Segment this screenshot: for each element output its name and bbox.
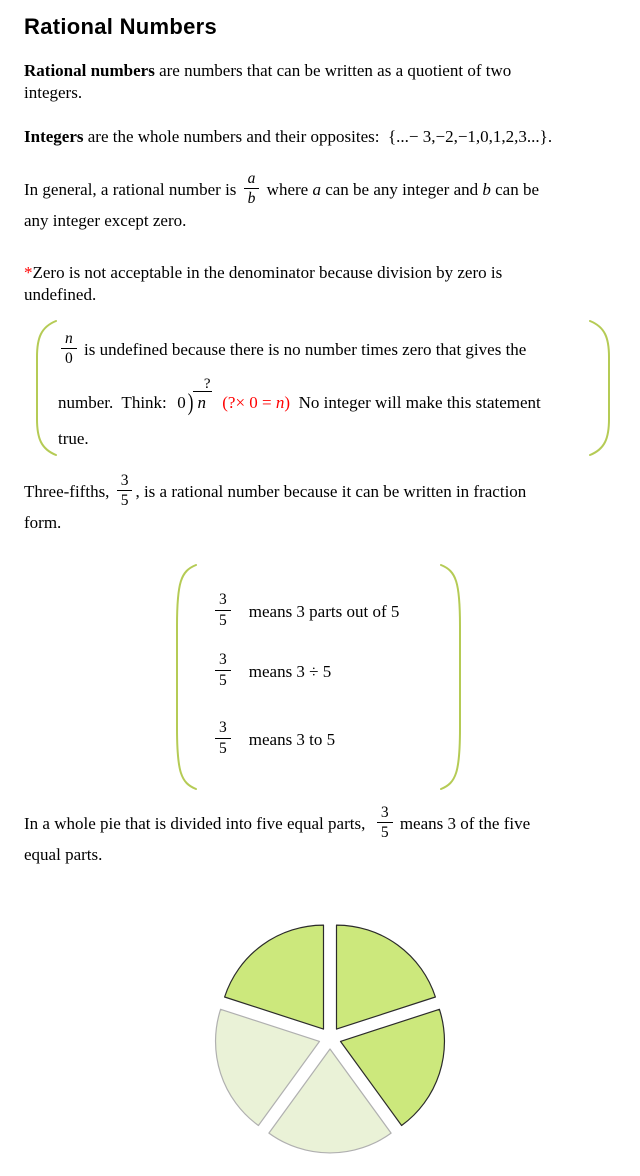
bracket-right-icon bbox=[585, 318, 615, 458]
text-line: true. bbox=[58, 429, 89, 448]
pie-slice bbox=[225, 925, 324, 1029]
text-line bbox=[24, 60, 624, 82]
text-segment: number. Think: bbox=[58, 393, 176, 412]
text-segment: Three-fifths, bbox=[24, 481, 114, 501]
meaning-text: means 3 ÷ 5 bbox=[248, 662, 332, 681]
text-segment: is undefined because there is no number times zero that gives the bbox=[79, 339, 527, 359]
fraction-denominator: 5 bbox=[120, 492, 129, 510]
paragraph-integers-definition bbox=[24, 126, 624, 148]
text-segment: can be bbox=[490, 179, 540, 199]
text-segment: means 3 of the five bbox=[395, 813, 531, 833]
fraction-a-over-b bbox=[244, 170, 260, 208]
bracket-right-icon bbox=[436, 562, 470, 792]
fraction-3-over-5 bbox=[377, 804, 393, 842]
pie-slice bbox=[337, 925, 436, 1029]
fraction-numerator: 3 bbox=[215, 651, 231, 670]
paragraph-rational-definition bbox=[24, 60, 624, 104]
meaning-text: means 3 parts out of 5 bbox=[248, 602, 400, 621]
text-segment: are the whole numbers and their opposites: bbox=[83, 127, 388, 146]
meaning-row bbox=[212, 590, 399, 634]
text-segment: can be any integer and bbox=[320, 179, 483, 199]
bracket-left-icon bbox=[170, 562, 204, 792]
red-equation bbox=[222, 393, 290, 412]
meaning-text: means 3 to 5 bbox=[248, 730, 336, 749]
fraction-denominator: 5 bbox=[380, 824, 389, 842]
fraction-denominator: 5 bbox=[219, 739, 227, 757]
text-line: integers. bbox=[24, 83, 83, 102]
red-asterisk: * bbox=[24, 263, 33, 282]
fraction-denominator: 5 bbox=[219, 671, 227, 689]
text-segment: (?× 0 = bbox=[222, 393, 276, 412]
division-row bbox=[177, 388, 214, 416]
text-line bbox=[24, 172, 624, 210]
long-division bbox=[177, 376, 214, 416]
fraction-n-over-0 bbox=[61, 330, 77, 368]
pie-chart bbox=[0, 910, 640, 1166]
text-line: any integer except zero. bbox=[24, 210, 187, 230]
term-rational-numbers: Rational numbers bbox=[24, 61, 155, 80]
fraction-3-over-5 bbox=[215, 591, 231, 629]
division-quotient: ? bbox=[203, 376, 211, 392]
callout-undefined-division bbox=[30, 318, 615, 458]
text-segment: In a whole pie that is divided into five equal parts, bbox=[24, 813, 374, 833]
text-line bbox=[58, 332, 526, 370]
paragraph-zero-note bbox=[24, 262, 624, 306]
variable-b: b bbox=[482, 179, 491, 199]
text-segment: . bbox=[547, 127, 553, 146]
paragraph-three-fifths bbox=[24, 474, 624, 534]
text-segment: ) bbox=[284, 393, 291, 412]
callout-fraction-meanings bbox=[170, 562, 470, 792]
fraction-denominator: 5 bbox=[219, 611, 227, 629]
variable-n: n bbox=[275, 393, 285, 412]
page-title: Rational Numbers bbox=[24, 14, 218, 39]
fraction-numerator: 3 bbox=[215, 719, 231, 738]
division-divisor: 0 bbox=[177, 393, 186, 412]
variable-a: a bbox=[312, 179, 321, 199]
bracket-left-icon bbox=[30, 318, 60, 458]
text-line: undefined. bbox=[24, 285, 97, 304]
fraction-numerator: a bbox=[244, 170, 260, 189]
text-segment: No integer will make this statement bbox=[290, 393, 541, 412]
text-line bbox=[58, 378, 541, 414]
text-segment: , is a rational number because it can be written in fraction bbox=[135, 481, 527, 501]
fraction-numerator: 3 bbox=[377, 804, 393, 823]
term-integers: Integers bbox=[24, 127, 84, 146]
fraction-denominator: 0 bbox=[65, 350, 73, 368]
text-segment: Zero is not acceptable in the denominator because division by zero is bbox=[32, 263, 503, 282]
fraction-3-over-5 bbox=[215, 719, 231, 757]
text-segment: In general, a rational number is bbox=[24, 179, 241, 199]
fraction-denominator: b bbox=[247, 190, 256, 208]
text-line: equal parts. bbox=[24, 844, 103, 864]
text-segment: where bbox=[262, 179, 313, 199]
integer-set-notation: {...− 3,−2,−1,0,1,2,3...} bbox=[388, 127, 548, 146]
fraction-numerator: 3 bbox=[215, 591, 231, 610]
fraction-numerator: n bbox=[61, 330, 77, 349]
text-line bbox=[24, 126, 624, 148]
paragraph-general-form bbox=[24, 172, 624, 232]
paragraph-pie-intro bbox=[24, 806, 624, 866]
text-line bbox=[24, 474, 624, 512]
meaning-row bbox=[212, 718, 335, 762]
text-line bbox=[24, 262, 624, 284]
fraction-numerator: 3 bbox=[117, 472, 133, 491]
division-dividend: n bbox=[193, 391, 212, 413]
meaning-row bbox=[212, 650, 331, 694]
division-bracket-icon: ) bbox=[187, 388, 194, 416]
fraction-3-over-5 bbox=[215, 651, 231, 689]
text-line bbox=[24, 806, 624, 844]
text-line: form. bbox=[24, 512, 62, 532]
text-segment: are numbers that can be written as a quotient of two bbox=[154, 61, 512, 80]
fraction-3-over-5 bbox=[117, 472, 133, 510]
